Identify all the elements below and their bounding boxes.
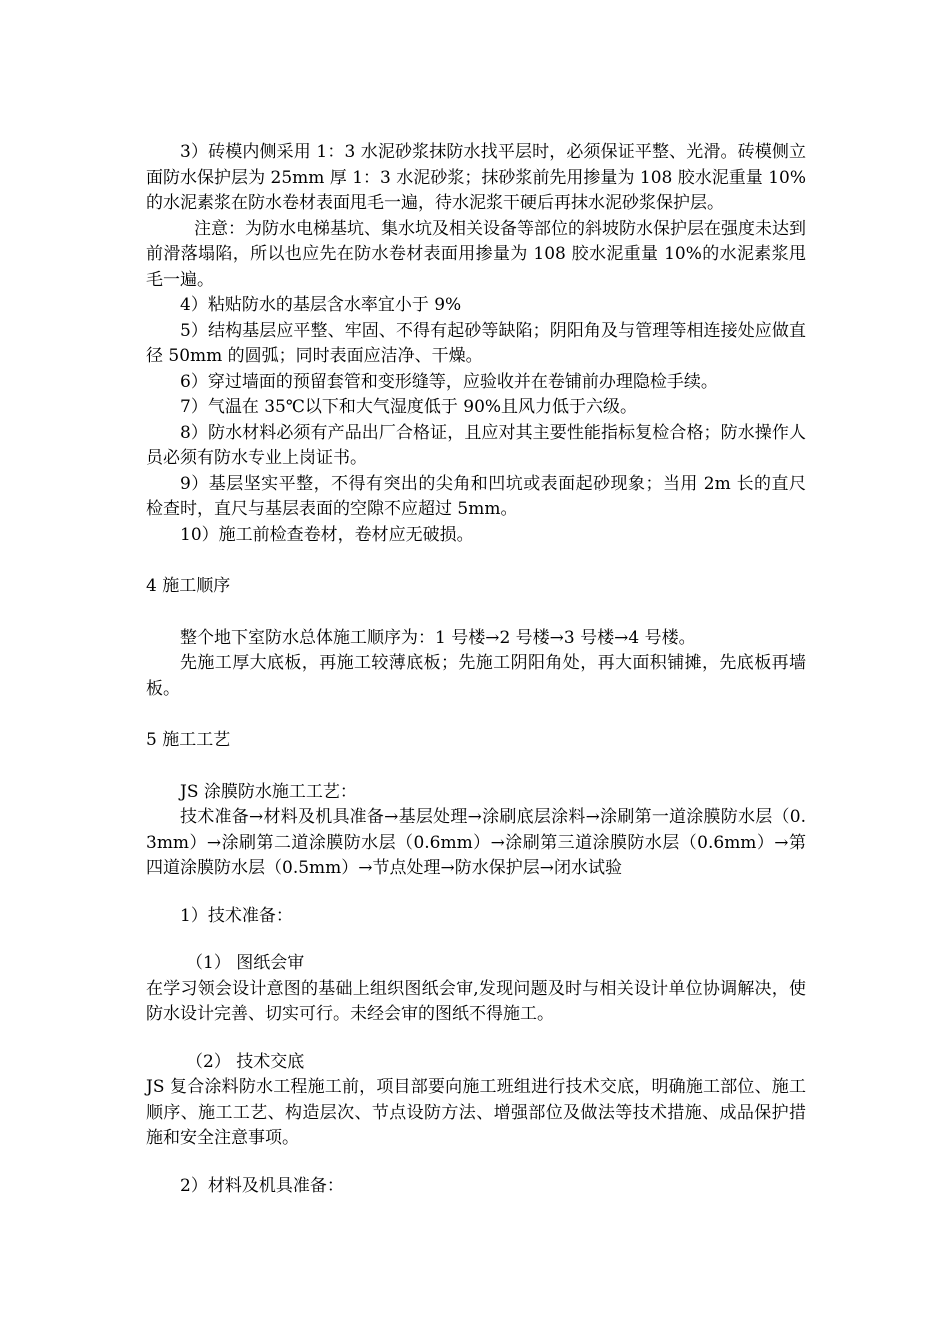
materials-prep-heading: 2）材料及机具准备： xyxy=(180,1175,344,1196)
section-5-heading: 5 施工工艺 xyxy=(146,730,231,750)
paragraph-item-9: 9）基层坚实平整，不得有突出的尖角和凹坑或表面起砂现象；当用 2m 长的直尺检查时，直尺与基层表面的空隙不应超过 5mm。 xyxy=(146,473,806,519)
paragraph-item-7: 7）气温在 35℃以下和大气湿度低于 90%且风力低于六级。 xyxy=(180,397,638,417)
spacer xyxy=(146,600,806,626)
paragraph-note: 注意：为防水电梯基坑、集水坑及相关设备等部位的斜坡防水保护层在强度未达到前滑落塌陷，所以也应先在防水卷材表面用掺量为 108 胶水泥重量 10%的水泥素浆甩毛一遍。 xyxy=(146,218,806,290)
paragraph-item-5: 5）结构基层应平整、牢固、不得有起砂等缺陷；阴阳角及与管理等相连接处应做直径 50mm 的圆弧；同时表面应洁净、干燥。 xyxy=(146,320,806,366)
spacer xyxy=(146,754,806,780)
js-process-steps: 技术准备→材料及机具准备→基层处理→涂刷底层涂料→涂刷第一道涂膜防水层（0.3mm）→涂刷第二道涂膜防水层（0.6mm）→涂刷第三道涂膜防水层（0.6mm）→第四道涂膜防水层（0.5mm）→节点处理→防水保护层→闭水试验 xyxy=(146,807,806,878)
paragraph-item-3: 3）砖模内侧采用 1：3 水泥砂浆抹防水找平层时，必须保证平整、光滑。砖模侧立面防水保护层为 25mm 厚 1：3 水泥砂浆；抹砂浆前先用掺量为 108 胶水泥重量 10%的水泥素浆在防水卷材表面甩毛一遍，待水泥浆干硬后再抹水泥砂浆保护层。 xyxy=(146,142,806,213)
spacer xyxy=(146,882,806,904)
paragraph-item-10: 10）施工前检查卷材，卷材应无破损。 xyxy=(180,524,474,545)
paragraph-item-8: 8）防水材料必须有产品出厂合格证，且应对其主要性能指标复检合格；防水操作人员必须有防水专业上岗证书。 xyxy=(146,422,806,468)
tech-brief-heading: （2） 技术交底 xyxy=(186,1051,305,1072)
spacer xyxy=(146,929,806,951)
construction-order-line-2: 先施工厚大底板，再施工较薄底板；先施工阴阳角处，再大面积铺摊，先底板再墙板。 xyxy=(146,653,806,699)
paragraph-item-6: 6）穿过墙面的预留套管和变形缝等，应验收并在卷铺前办理隐检手续。 xyxy=(180,371,718,392)
spacer xyxy=(146,548,806,574)
section-4-heading: 4 施工顺序 xyxy=(146,576,231,596)
spacer xyxy=(146,1152,806,1174)
paragraph-item-4: 4）粘贴防水的基层含水率宜小于 9% xyxy=(180,295,462,315)
spacer xyxy=(146,702,806,728)
drawing-review-body: 在学习领会设计意图的基础上组织图纸会审,发现问题及时与相关设计单位协调解决，使防水设计完善、切实可行。未经会审的图纸不得施工。 xyxy=(146,978,806,1024)
construction-order-line-1: 整个地下室防水总体施工顺序为：1 号楼→2 号楼→3 号楼→4 号楼。 xyxy=(180,627,696,648)
document-body xyxy=(146,140,806,1199)
js-process-title: JS 涂膜防水施工工艺： xyxy=(180,781,357,802)
tech-prep-heading: 1）技术准备： xyxy=(180,905,293,926)
drawing-review-heading: （1） 图纸会审 xyxy=(186,953,305,973)
tech-brief-body: JS 复合涂料防水工程施工前，项目部要向施工班组进行技术交底，明确施工部位、施工顺序、施工工艺、构造层次、节点设防方法、增强部位及做法等技术措施、成品保护措施和安全注意事项。 xyxy=(146,1077,806,1148)
spacer xyxy=(146,1028,806,1050)
